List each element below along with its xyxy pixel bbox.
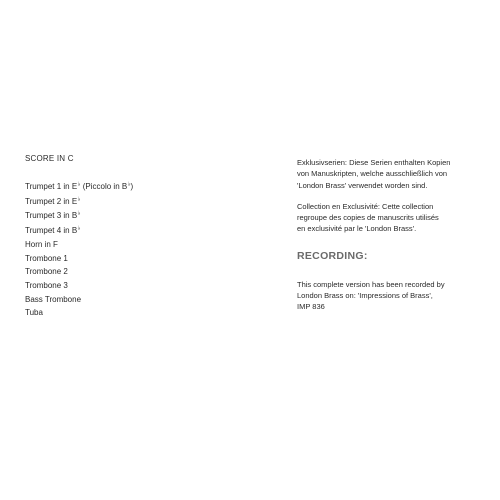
flat-sign: ♭ bbox=[77, 226, 81, 233]
text-line: Exklusivserien: Diese Serien enthalten Kopien bbox=[297, 158, 451, 167]
instrument-label: Tuba bbox=[25, 308, 43, 318]
info-section bbox=[297, 157, 492, 313]
recording-paragraph bbox=[297, 279, 492, 313]
flat-sign: ♭ bbox=[77, 182, 81, 188]
collection-paragraph bbox=[297, 201, 492, 235]
instrument-label: Trombone 3 bbox=[25, 280, 68, 290]
text-line: IMP 836 bbox=[297, 302, 325, 312]
instrument-label: Trumpet 4 in B bbox=[25, 226, 78, 236]
instrument-label: Trumpet 2 in E bbox=[25, 196, 78, 206]
instrument-item bbox=[25, 279, 245, 293]
score-heading: SCORE IN C bbox=[25, 154, 74, 163]
text-line: en exclusivité par le 'London Brass'. bbox=[297, 224, 417, 234]
instrument-item bbox=[25, 223, 245, 238]
instrument-item bbox=[25, 306, 245, 320]
exklusiv-paragraph bbox=[297, 157, 492, 191]
instrument-item bbox=[25, 179, 245, 194]
instrument-label: Horn in F bbox=[25, 239, 58, 249]
score-section bbox=[25, 154, 245, 320]
instrument-list bbox=[25, 179, 245, 320]
text-line: regroupe des copies de manuscrits utilisés bbox=[297, 213, 439, 223]
text-line: 'London Brass' verwendet worden sind. bbox=[297, 180, 428, 190]
flat-sign: ♭ bbox=[77, 196, 81, 203]
instrument-label: Trombone 2 bbox=[25, 267, 68, 277]
instrument-label: Trombone 1 bbox=[25, 253, 68, 263]
instrument-item bbox=[25, 208, 245, 223]
instrument-item bbox=[25, 194, 245, 209]
flat-sign: ♭ bbox=[127, 182, 131, 188]
text-line: Collection en Exclusivité: Cette collection bbox=[297, 201, 434, 211]
instrument-label: Trumpet 1 in E bbox=[25, 182, 78, 191]
instrument-label: Bass Trombone bbox=[25, 294, 82, 304]
text-line: von Manuskripten, welche ausschließlich von bbox=[297, 169, 448, 179]
recording-heading: RECORDING: bbox=[297, 249, 368, 262]
text-line: London Brass on: 'Impressions of Brass', bbox=[297, 291, 433, 301]
flat-sign: ♭ bbox=[77, 211, 81, 218]
text-line: This complete version has been recorded by bbox=[297, 279, 445, 289]
instrument-alt-label: (Piccolo in B bbox=[80, 182, 128, 191]
instrument-item bbox=[25, 293, 245, 307]
instrument-item bbox=[25, 265, 245, 279]
instrument-label: Trumpet 3 in B bbox=[25, 211, 78, 221]
instrument-alt-close: ) bbox=[130, 182, 134, 191]
instrument-item bbox=[25, 238, 245, 252]
instrument-item bbox=[25, 252, 245, 266]
